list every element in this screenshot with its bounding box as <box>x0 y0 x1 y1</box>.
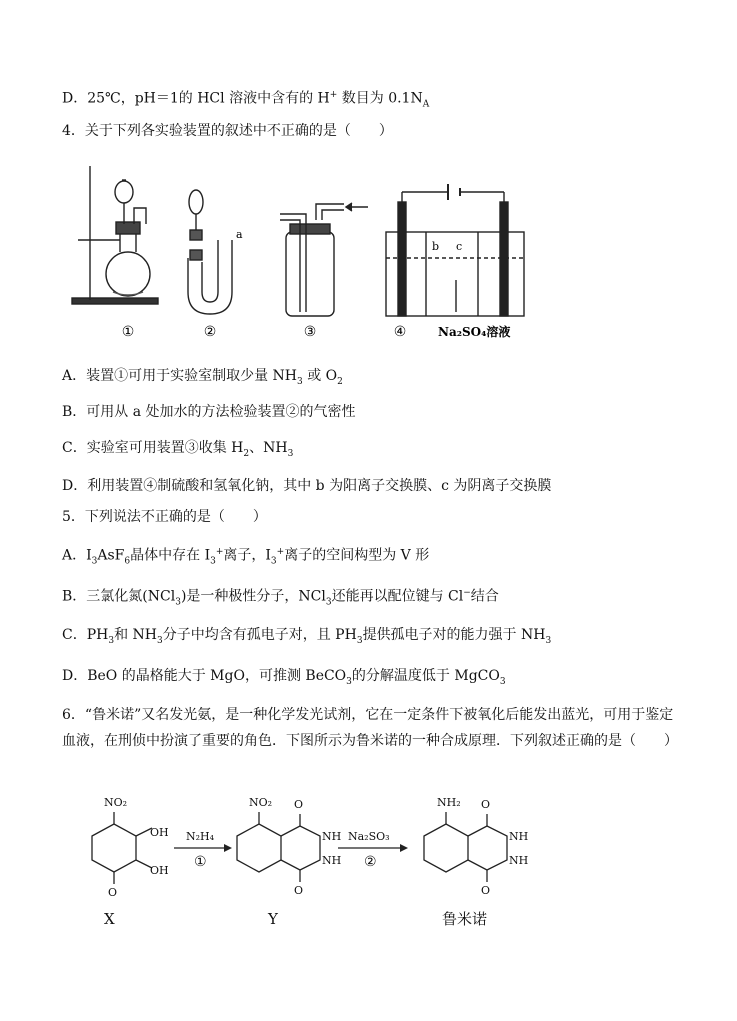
q4-option-b: B．可用从 a 处加水的方法检验装置②的气密性 <box>62 404 356 420</box>
q5-option-d: D．BeO 的晶格能大于 MgO，可推测 BeCO$_3$的分解温度低于 MgCO$_3$ <box>62 668 506 687</box>
step-2: ② <box>364 854 377 870</box>
molecule-y <box>237 812 320 882</box>
z-o-bottom: O <box>481 884 491 897</box>
x-oh-bottom: OH <box>150 864 169 877</box>
y-o-top: O <box>294 798 304 811</box>
q4-apparatus-figure <box>68 162 538 344</box>
name-luminol: 鲁米诺 <box>442 910 488 928</box>
label-1: ① <box>121 324 135 340</box>
y-no2: NO₂ <box>249 796 273 809</box>
q5-stem: 5．下列说法不正确的是（ ） <box>62 509 267 525</box>
label-3: ③ <box>303 324 317 340</box>
label-b: b <box>432 240 440 253</box>
label-2: ② <box>203 324 217 340</box>
reagent-2: Na₂SO₃ <box>348 830 390 843</box>
apparatus-2 <box>188 190 232 314</box>
z-nh-top: NH <box>509 830 529 843</box>
name-y: Y <box>268 910 278 928</box>
y-nh-bottom: NH <box>322 854 342 867</box>
z-nh-bottom: NH <box>509 854 529 867</box>
x-oh-top: OH <box>150 826 169 839</box>
q5-option-b: B．三氯化氮(NCl$_3$)是一种极性分子，NCl$_3$还能再以配位键与 Cl−结合 <box>62 588 499 608</box>
molecule-x <box>92 812 152 884</box>
reagent-1: N₂H₄ <box>186 830 215 843</box>
y-nh-top: NH <box>322 830 342 843</box>
z-o-top: O <box>481 798 491 811</box>
name-x: X <box>104 910 115 928</box>
apparatus-1 <box>72 166 158 304</box>
molecule-luminol <box>424 812 507 882</box>
x-o: O <box>108 886 118 899</box>
q4-option-c: C．实验室可用装置③收集 $H_2$、$NH_3$ <box>62 440 294 459</box>
z-nh2: NH₂ <box>437 796 461 809</box>
label-solution: Na₂SO₄溶液 <box>438 325 511 339</box>
q6-reaction-scheme <box>62 790 542 930</box>
q4-stem: 4．关于下列各实验装置的叙述中不正确的是（ ） <box>62 123 393 139</box>
label-a: a <box>236 228 243 241</box>
step-1: ① <box>194 854 207 870</box>
q6-stem: 6．“鲁米诺”又名发光氨，是一种化学发光试剂，它在一定条件下被氧化后能发出蓝光，可用于鉴定血液，在刑侦中扮演了重要的角色．下图所示为鲁米诺的一种合成原理．下列叙述正确的是（ ） <box>62 707 678 749</box>
label-c: c <box>456 240 463 253</box>
q5-option-c: C．$PH_3$和 $NH_3$分子中均含有孤电子对，且 $PH_3$提供孤电子对的能力强于 $NH_3$ <box>62 627 552 646</box>
q4-option-d: D．利用装置④制硫酸和氢氧化钠，其中 b 为阳离子交换膜、c 为阴离子交换膜 <box>62 478 552 494</box>
y-o-bottom: O <box>294 884 304 897</box>
apparatus-4 <box>386 184 524 316</box>
label-4: ④ <box>393 324 407 340</box>
q4-option-a: A．装置①可用于实验室制取少量 $NH_3$ 或 $O_2$ <box>62 368 343 387</box>
q3-option-d: D．25℃，pH＝1的 HCl 溶液中含有的 H+ 数目为 $0.1N_A$ <box>62 90 430 110</box>
x-no2: NO₂ <box>104 796 128 809</box>
q5-option-a: A．$I_3AsF_6$晶体中存在 $I_3^+$离子，$I_3^+$离子的空间构型为 V 形 <box>62 547 430 567</box>
apparatus-3 <box>280 203 368 316</box>
